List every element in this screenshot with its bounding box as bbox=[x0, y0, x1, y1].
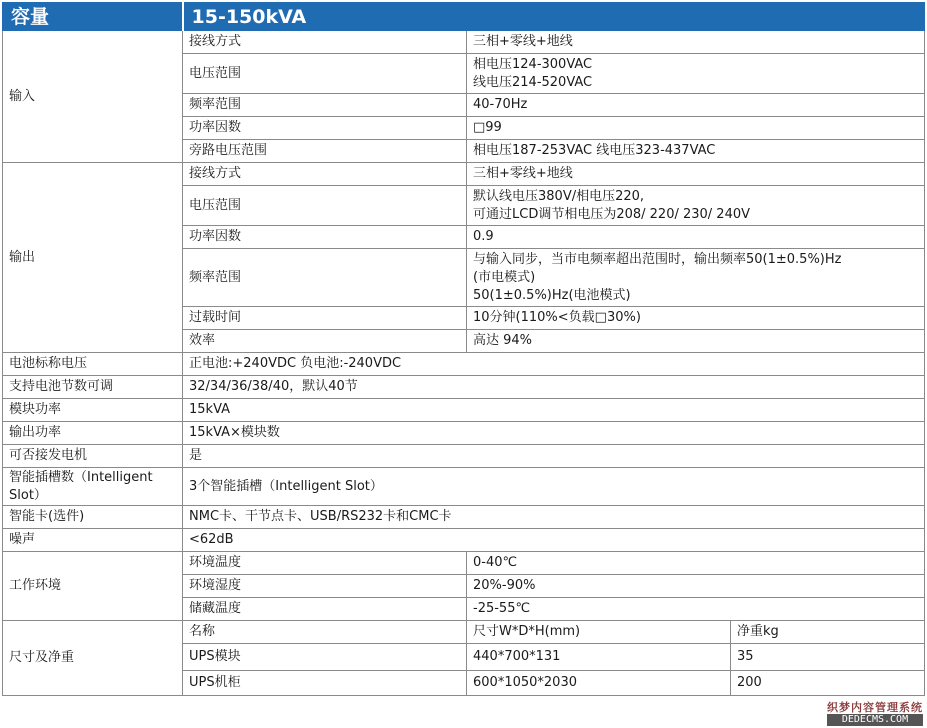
param-name: 模块功率 bbox=[3, 399, 183, 422]
param-name: 过载时间 bbox=[183, 307, 467, 330]
value-line: 与输入同步，当市电频率超出范围时，输出频率50(1±0.5%)Hz bbox=[473, 251, 842, 267]
param-value bbox=[467, 330, 925, 353]
value-line: (市电模式) bbox=[473, 269, 536, 285]
value-line: 三相+零线+地线 bbox=[473, 166, 573, 181]
param-name: 功率因数 bbox=[183, 117, 467, 140]
param-value bbox=[467, 226, 925, 249]
param-value bbox=[467, 163, 925, 186]
param-name: 接线方式 bbox=[183, 31, 467, 54]
param-name: 输出功率 bbox=[3, 422, 183, 445]
param-name: 可否接发电机 bbox=[3, 445, 183, 468]
watermark-url: DEDECMS.COM bbox=[827, 714, 923, 726]
table-row bbox=[3, 506, 925, 529]
column-header-name: 名称 bbox=[183, 621, 467, 644]
value-line: 默认线电压380V/相电压220, bbox=[473, 188, 645, 204]
value-line: 线电压214-520VAC bbox=[473, 74, 593, 90]
item-name: UPS模块 bbox=[183, 644, 467, 671]
value-line: 三相+零线+地线 bbox=[473, 34, 573, 49]
table-row bbox=[3, 399, 925, 422]
param-name: 接线方式 bbox=[183, 163, 467, 186]
column-header-size: 尺寸W*D*H(mm) bbox=[467, 621, 731, 644]
param-name: 频率范围 bbox=[183, 249, 467, 307]
header-capacity-label: 容量 bbox=[3, 3, 183, 31]
item-size: 440*700*131 bbox=[467, 644, 731, 671]
section-label-output: 输出 bbox=[3, 163, 183, 353]
value-line: 相电压187-253VAC 线电压323-437VAC bbox=[473, 143, 716, 158]
section-label-environment: 工作环境 bbox=[3, 552, 183, 621]
param-name: 电压范围 bbox=[183, 54, 467, 94]
table-row bbox=[3, 445, 925, 468]
param-value bbox=[467, 94, 925, 117]
param-value bbox=[467, 307, 925, 330]
section-label-input: 输入 bbox=[3, 31, 183, 163]
value-line: 50(1±0.5%)Hz(电池模式) bbox=[473, 287, 631, 303]
value-line: 高达 94% bbox=[473, 333, 533, 348]
param-value: 20%-90% bbox=[467, 575, 925, 598]
param-value: 是 bbox=[183, 445, 925, 468]
param-value: -25-55℃ bbox=[467, 598, 925, 621]
param-name: 支持电池节数可调 bbox=[3, 376, 183, 399]
item-size: 600*1050*2030 bbox=[467, 671, 731, 696]
param-name: 环境湿度 bbox=[183, 575, 467, 598]
table-row bbox=[3, 31, 925, 54]
watermark bbox=[827, 702, 923, 726]
value-line: □99 bbox=[473, 120, 502, 135]
item-weight: 200 bbox=[731, 671, 925, 696]
param-value bbox=[467, 186, 925, 226]
param-value: 15kVA bbox=[183, 399, 925, 422]
column-header-weight: 净重kg bbox=[731, 621, 925, 644]
table-row bbox=[3, 468, 925, 506]
param-name: 旁路电压范围 bbox=[183, 140, 467, 163]
param-value: NMC卡、干节点卡、USB/RS232卡和CMC卡 bbox=[183, 506, 925, 529]
param-name: 智能卡(选件) bbox=[3, 506, 183, 529]
param-name: 环境温度 bbox=[183, 552, 467, 575]
table-row bbox=[3, 529, 925, 552]
value-line: 0.9 bbox=[473, 229, 494, 244]
param-value: 0-40℃ bbox=[467, 552, 925, 575]
table-row bbox=[3, 552, 925, 575]
spec-table bbox=[2, 2, 925, 696]
param-name: 功率因数 bbox=[183, 226, 467, 249]
param-value: 正电池:+240VDC 负电池:-240VDC bbox=[183, 353, 925, 376]
item-name: UPS机柜 bbox=[183, 671, 467, 696]
param-value: <62dB bbox=[183, 529, 925, 552]
table-row bbox=[3, 422, 925, 445]
param-name: 电池标称电压 bbox=[3, 353, 183, 376]
param-name: 频率范围 bbox=[183, 94, 467, 117]
param-value bbox=[467, 249, 925, 307]
dimensions-header-row bbox=[3, 621, 925, 644]
value-line: 40-70Hz bbox=[473, 97, 528, 112]
param-value: 3个智能插槽（Intelligent Slot） bbox=[183, 468, 925, 506]
section-label-dimensions: 尺寸及净重 bbox=[3, 621, 183, 696]
header-capacity-value: 15-150kVA bbox=[183, 3, 925, 31]
param-value: 15kVA×模块数 bbox=[183, 422, 925, 445]
value-line: 相电压124-300VAC bbox=[473, 56, 593, 72]
item-weight: 35 bbox=[731, 644, 925, 671]
param-value bbox=[467, 31, 925, 54]
param-value bbox=[467, 54, 925, 94]
param-name: 智能插槽数（Intelligent Slot） bbox=[3, 468, 183, 506]
param-value bbox=[467, 117, 925, 140]
param-name: 储藏温度 bbox=[183, 598, 467, 621]
table-row bbox=[3, 353, 925, 376]
param-value: 32/34/36/38/40，默认40节 bbox=[183, 376, 925, 399]
table-row bbox=[3, 376, 925, 399]
param-name: 电压范围 bbox=[183, 186, 467, 226]
header-row bbox=[3, 3, 925, 31]
watermark-title: 织梦内容管理系统 bbox=[827, 701, 923, 714]
param-name: 效率 bbox=[183, 330, 467, 353]
param-name: 噪声 bbox=[3, 529, 183, 552]
param-value bbox=[467, 140, 925, 163]
value-line: 可通过LCD调节相电压为208/ 220/ 230/ 240V bbox=[473, 206, 751, 222]
value-line: 10分钟(110%<负载□30%) bbox=[473, 310, 641, 325]
table-row bbox=[3, 163, 925, 186]
